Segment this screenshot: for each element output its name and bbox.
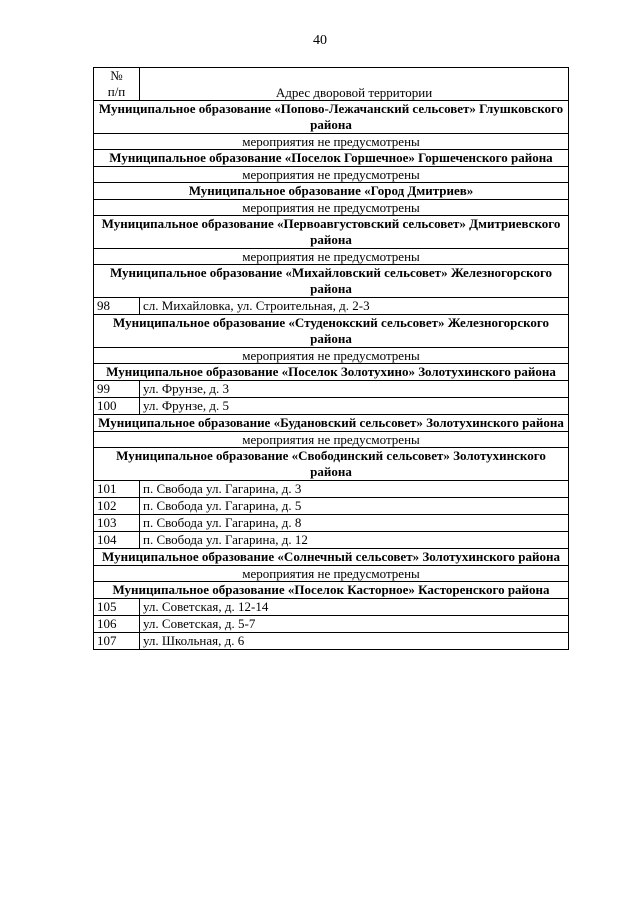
section-heading-row (94, 415, 569, 432)
section-heading: Муниципальное образование «Поселок Касторное» Касторенского района (94, 582, 569, 599)
table-row (94, 381, 569, 398)
note-row (94, 432, 569, 448)
row-number: 98 (94, 298, 140, 315)
section-heading-row (94, 216, 569, 249)
section-heading-row (94, 101, 569, 134)
table-header-row (94, 68, 569, 101)
note-row (94, 167, 569, 183)
row-number: 104 (94, 532, 140, 549)
table-row (94, 532, 569, 549)
table-row (94, 616, 569, 633)
row-number: 103 (94, 515, 140, 532)
no-measures-note: мероприятия не предусмотрены (94, 167, 569, 183)
section-heading-row (94, 448, 569, 481)
row-address: ул. Советская, д. 12-14 (140, 599, 569, 616)
row-address: ул. Советская, д. 5-7 (140, 616, 569, 633)
row-number: 99 (94, 381, 140, 398)
section-heading: Муниципальное образование «Будановский сельсовет» Золотухинского района (94, 415, 569, 432)
section-heading: Муниципальное образование «Студенокский сельсовет» Железногорского района (94, 315, 569, 348)
note-row (94, 348, 569, 364)
table-row (94, 481, 569, 498)
section-heading-row (94, 549, 569, 566)
section-heading: Муниципальное образование «Поселок Горшечное» Горшеченского района (94, 150, 569, 167)
address-table (93, 67, 569, 650)
section-heading: Муниципальное образование «Поселок Золотухино» Золотухинского района (94, 364, 569, 381)
note-row (94, 134, 569, 150)
row-number: 106 (94, 616, 140, 633)
table-row (94, 515, 569, 532)
section-heading: Муниципальное образование «Попово-Лежачанский сельсовет» Глушковского района (94, 101, 569, 134)
table-row (94, 398, 569, 415)
row-address: п. Свобода ул. Гагарина, д. 5 (140, 498, 569, 515)
row-address: сл. Михайловка, ул. Строительная, д. 2-3 (140, 298, 569, 315)
section-heading-row (94, 150, 569, 167)
note-row (94, 566, 569, 582)
note-row (94, 249, 569, 265)
column-header-number (94, 68, 140, 101)
section-heading-row (94, 364, 569, 381)
section-heading-row (94, 582, 569, 599)
table-body (94, 101, 569, 650)
row-address: ул. Фрунзе, д. 3 (140, 381, 569, 398)
table-row (94, 498, 569, 515)
row-address: п. Свобода ул. Гагарина, д. 3 (140, 481, 569, 498)
no-measures-note: мероприятия не предусмотрены (94, 348, 569, 364)
column-header-address: Адрес дворовой территории (140, 68, 569, 101)
column-header-number-line2: п/п (107, 84, 126, 99)
no-measures-note: мероприятия не предусмотрены (94, 566, 569, 582)
row-number: 105 (94, 599, 140, 616)
no-measures-note: мероприятия не предусмотрены (94, 249, 569, 265)
table-row (94, 599, 569, 616)
row-address: ул. Фрунзе, д. 5 (140, 398, 569, 415)
no-measures-note: мероприятия не предусмотрены (94, 432, 569, 448)
row-number: 101 (94, 481, 140, 498)
section-heading-row (94, 265, 569, 298)
section-heading-row (94, 315, 569, 348)
no-measures-note: мероприятия не предусмотрены (94, 200, 569, 216)
no-measures-note: мероприятия не предусмотрены (94, 134, 569, 150)
note-row (94, 200, 569, 216)
table-row (94, 298, 569, 315)
page-number: 40 (313, 33, 327, 48)
row-number: 102 (94, 498, 140, 515)
row-address: п. Свобода ул. Гагарина, д. 8 (140, 515, 569, 532)
table-row (94, 633, 569, 650)
section-heading-row (94, 183, 569, 200)
section-heading: Муниципальное образование «Первоавгустовский сельсовет» Дмитриевского района (94, 216, 569, 249)
column-header-number-line1: № (110, 68, 123, 83)
section-heading: Муниципальное образование «Свободинский сельсовет» Золотухинского района (94, 448, 569, 481)
section-heading: Муниципальное образование «Михайловский сельсовет» Железногорского района (94, 265, 569, 298)
row-address: ул. Школьная, д. 6 (140, 633, 569, 650)
row-number: 100 (94, 398, 140, 415)
row-address: п. Свобода ул. Гагарина, д. 12 (140, 532, 569, 549)
row-number: 107 (94, 633, 140, 650)
section-heading: Муниципальное образование «Город Дмитриев» (94, 183, 569, 200)
section-heading: Муниципальное образование «Солнечный сельсовет» Золотухинского района (94, 549, 569, 566)
